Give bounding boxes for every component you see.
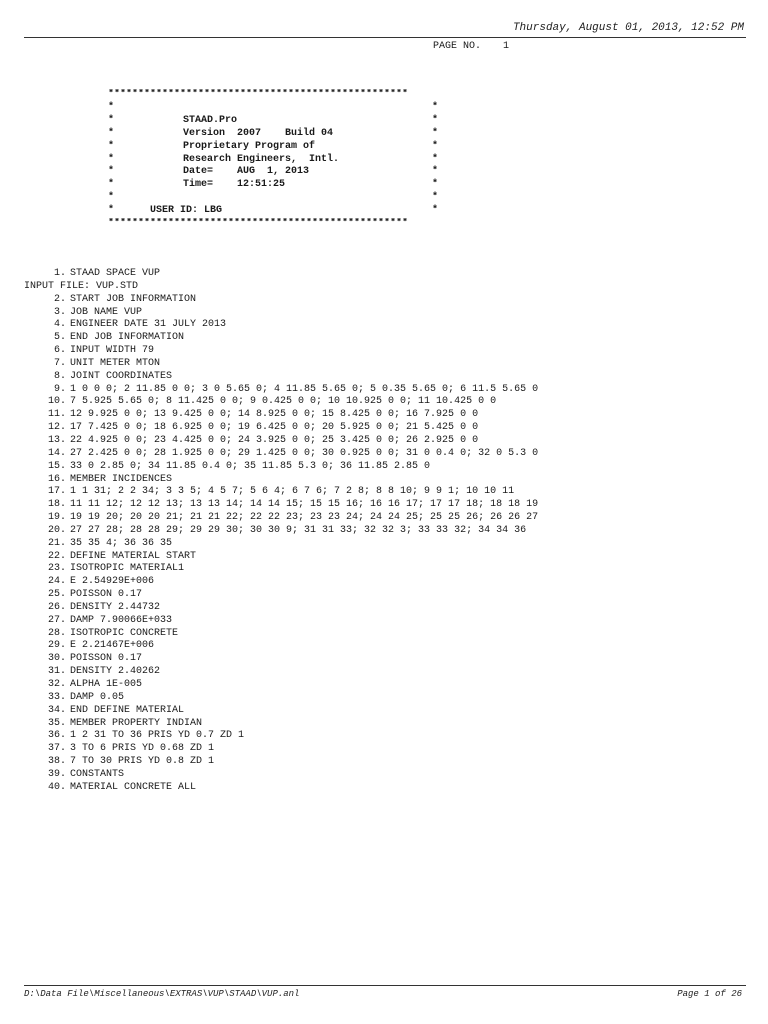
line-number: 31.	[47, 666, 66, 678]
listing-line	[24, 782, 754, 795]
line-number: 23.	[47, 563, 66, 575]
line-number: 2.	[53, 293, 66, 305]
listing-line	[24, 756, 754, 769]
banner-side-left: *	[108, 192, 115, 204]
program-version: Version 2007 Build 04	[183, 127, 334, 139]
line-text: START JOB INFORMATION	[70, 293, 197, 305]
banner-company-line: Research Engineers, Intl.	[183, 153, 340, 165]
listing-line	[24, 332, 754, 345]
banner-side-right: *	[431, 101, 438, 113]
line-number: 9.	[53, 383, 66, 395]
banner-row-date	[108, 166, 440, 179]
listing-line	[24, 653, 754, 666]
line-text: DENSITY 2.44732	[70, 601, 161, 613]
line-text: UNIT METER MTON	[70, 357, 161, 369]
header-divider	[24, 37, 746, 38]
line-text: JOINT COORDINATES	[70, 370, 173, 382]
line-text: END DEFINE MATERIAL	[70, 704, 185, 716]
line-text: 12 9.925 0 0; 13 9.425 0 0; 14 8.925 0 0; 15 8.425 0 0; 16 7.925 0 0	[70, 409, 479, 421]
line-text: END JOB INFORMATION	[70, 332, 185, 344]
banner-side-left: *	[108, 101, 115, 113]
banner-side-right: *	[431, 153, 438, 165]
banner-blank-row	[108, 192, 440, 205]
listing-line	[24, 409, 754, 422]
line-text: ISOTROPIC MATERIAL1	[70, 563, 185, 575]
listing-line	[24, 563, 754, 576]
line-number: 6.	[53, 345, 66, 357]
line-number: 11.	[47, 409, 66, 421]
line-text: 22 4.925 0 0; 23 4.425 0 0; 24 3.925 0 0; 25 3.425 0 0; 26 2.925 0 0	[70, 434, 479, 446]
line-number: 27.	[47, 614, 66, 626]
listing-line	[24, 486, 754, 499]
line-text: E 2.21467E+006	[70, 640, 155, 652]
line-text: 33 0 2.85 0; 34 11.85 0.4 0; 35 11.85 5.3 0; 36 11.85 2.85 0	[70, 460, 431, 472]
line-number: 4.	[53, 319, 66, 331]
banner-side-right: *	[431, 192, 438, 204]
line-number: 40.	[47, 781, 66, 793]
footer-divider	[24, 985, 746, 986]
listing-line	[24, 474, 754, 487]
listing-line	[24, 448, 754, 461]
banner-side-left: *	[108, 127, 115, 139]
line-number: 15.	[47, 460, 66, 472]
page-counter: Page 1 of 26	[677, 989, 742, 999]
listing-line	[24, 461, 754, 474]
line-number: 14.	[47, 447, 66, 459]
listing-line	[24, 628, 754, 641]
line-number: 36.	[47, 730, 66, 742]
listing-line	[24, 551, 754, 564]
line-text: 1 1 31; 2 2 34; 3 3 5; 4 5 7; 5 6 4; 6 7 6; 7 2 8; 8 8 10; 9 9 1; 10 10 11	[70, 486, 515, 498]
listing-line	[24, 769, 754, 782]
line-text: MATERIAL CONCRETE ALL	[70, 781, 197, 793]
line-number: 21.	[47, 537, 66, 549]
banner-border-top: **************************************************	[108, 89, 409, 100]
banner-side-left: *	[108, 166, 115, 178]
page-number-row	[433, 41, 509, 52]
print-datetime: Thursday, August 01, 2013, 12:52 PM	[512, 22, 744, 34]
banner-side-left: *	[108, 153, 115, 165]
line-text: 11 11 12; 12 12 13; 13 13 14; 14 14 15; 15 15 16; 16 16 17; 17 17 18; 18 18 19	[70, 499, 539, 511]
line-number: 17.	[47, 486, 66, 498]
banner-border-bottom: **************************************************	[108, 218, 409, 229]
line-number: 24.	[47, 576, 66, 588]
listing-line	[24, 319, 754, 332]
banner-blank-row	[108, 102, 440, 115]
banner-row-version	[108, 128, 440, 141]
line-number: 8.	[53, 370, 66, 382]
line-number: 30.	[47, 653, 66, 665]
line-text: DAMP 7.90066E+033	[70, 614, 173, 626]
line-number: 34.	[47, 704, 66, 716]
listing-line	[24, 268, 754, 281]
banner-side-right: *	[431, 127, 438, 139]
line-text: INPUT WIDTH 79	[70, 345, 155, 357]
listing-line	[24, 602, 754, 615]
banner-row-company	[108, 154, 440, 167]
line-text: 1 0 0 0; 2 11.85 0 0; 3 0 5.65 0; 4 11.85 5.65 0; 5 0.35 5.65 0; 6 11.5 5.65 0	[70, 383, 539, 395]
line-text: ISOTROPIC CONCRETE	[70, 627, 179, 639]
line-text: ENGINEER DATE 31 JULY 2013	[70, 319, 227, 331]
line-number: 25.	[47, 589, 66, 601]
line-number: 1.	[53, 268, 66, 279]
banner-side-right: *	[431, 179, 438, 191]
listing-line	[24, 743, 754, 756]
banner-side-left: *	[108, 205, 115, 217]
listing-line	[24, 435, 754, 448]
line-number: 13.	[47, 434, 66, 446]
listing-line	[24, 679, 754, 692]
line-text: 7 5.925 5.65 0; 8 11.425 0 0; 9 0.425 0 0; 10 10.925 0 0; 11 10.425 0 0	[70, 396, 497, 408]
listing-line	[24, 396, 754, 409]
line-text: STAAD SPACE VUP	[70, 268, 161, 279]
banner-user-id: USER ID: LBG	[150, 205, 223, 217]
program-banner	[108, 89, 440, 231]
listing-line	[24, 294, 754, 307]
banner-row-program	[108, 115, 440, 128]
listing-line	[24, 384, 754, 397]
line-text: 19 19 20; 20 20 21; 21 21 22; 22 22 23; 23 23 24; 24 24 25; 25 25 26; 26 26 27	[70, 512, 539, 524]
line-number: 37.	[47, 743, 66, 755]
listing-line	[24, 692, 754, 705]
line-text: POISSON 0.17	[70, 653, 143, 665]
line-number: 10.	[47, 396, 66, 408]
program-name: STAAD.Pro	[183, 114, 238, 126]
file-path: D:\Data File\Miscellaneous\EXTRAS\VUP\STAAD\VUP.anl	[24, 989, 300, 999]
banner-run-date: Date= AUG 1, 2013	[183, 166, 310, 178]
line-number: 5.	[53, 332, 66, 344]
line-number: 26.	[47, 601, 66, 613]
listing-line	[24, 422, 754, 435]
line-text: ALPHA 1E-005	[70, 679, 143, 690]
banner-side-left: *	[108, 179, 115, 191]
listing-line	[24, 525, 754, 538]
line-text: 7 TO 30 PRIS YD 0.8 ZD 1	[70, 756, 215, 768]
banner-side-right: *	[431, 166, 438, 178]
banner-side-left: *	[108, 114, 115, 126]
page-number-label: PAGE NO.	[433, 41, 482, 52]
line-number: 38.	[47, 756, 66, 768]
listing-line	[24, 730, 754, 743]
line-text: 17 7.425 0 0; 18 6.925 0 0; 19 6.425 0 0; 20 5.925 0 0; 21 5.425 0 0	[70, 422, 479, 434]
line-text: MEMBER PROPERTY INDIAN	[70, 717, 203, 729]
banner-proprietary-line: Proprietary Program of	[183, 140, 316, 152]
line-number: 29.	[47, 640, 66, 652]
line-number: 19.	[47, 512, 66, 524]
line-text: 3 TO 6 PRIS YD 0.68 ZD 1	[70, 743, 215, 755]
listing-line	[24, 538, 754, 551]
listing-line	[24, 307, 754, 320]
line-number: 32.	[47, 679, 66, 690]
banner-row-time	[108, 179, 440, 192]
listing-line	[24, 615, 754, 628]
line-number: 33.	[47, 691, 66, 703]
listing-line	[24, 358, 754, 371]
line-text: 35 35 4; 36 36 35	[70, 537, 173, 549]
line-number: 20.	[47, 524, 66, 536]
banner-run-time: Time= 12:51:25	[183, 179, 286, 191]
listing-line	[24, 666, 754, 679]
banner-row-proprietary	[108, 141, 440, 154]
line-text: JOB NAME VUP	[70, 306, 143, 318]
line-text: DAMP 0.05	[70, 691, 125, 703]
line-number: 18.	[47, 499, 66, 511]
line-number: 22.	[47, 550, 66, 562]
line-number: 28.	[47, 627, 66, 639]
banner-side-right: *	[431, 114, 438, 126]
banner-side-left: *	[108, 140, 115, 152]
listing-line	[24, 371, 754, 384]
line-number: 39.	[47, 768, 66, 780]
listing-line	[24, 589, 754, 602]
line-text: E 2.54929E+006	[70, 576, 155, 588]
input-listing	[24, 268, 754, 795]
listing-line	[24, 705, 754, 718]
listing-line	[24, 640, 754, 653]
banner-row-user	[108, 205, 440, 218]
listing-line	[24, 499, 754, 512]
listing-line	[24, 512, 754, 525]
banner-side-right: *	[431, 140, 438, 152]
page-number-value: 1	[503, 41, 510, 52]
line-number: 12.	[47, 422, 66, 434]
banner-side-right: *	[431, 205, 438, 217]
line-text: CONSTANTS	[70, 768, 125, 780]
line-text: 27 2.425 0 0; 28 1.925 0 0; 29 1.425 0 0; 30 0.925 0 0; 31 0 0.4 0; 32 0 5.3 0	[70, 447, 539, 459]
line-text: 1 2 31 TO 36 PRIS YD 0.7 ZD 1	[70, 730, 245, 742]
listing-line	[24, 345, 754, 358]
listing-line	[24, 718, 754, 731]
line-text: DENSITY 2.40262	[70, 666, 161, 678]
input-file-line: INPUT FILE: VUP.STD	[24, 280, 139, 292]
line-text: POISSON 0.17	[70, 589, 143, 601]
line-text: DEFINE MATERIAL START	[70, 550, 197, 562]
line-text: MEMBER INCIDENCES	[70, 473, 173, 485]
line-text: 27 27 28; 28 28 29; 29 29 30; 30 30 9; 31 31 33; 32 32 3; 33 33 32; 34 34 36	[70, 524, 527, 536]
line-number: 16.	[47, 473, 66, 485]
line-number: 35.	[47, 717, 66, 729]
listing-line	[24, 576, 754, 589]
line-number: 3.	[53, 306, 66, 318]
line-number: 7.	[53, 357, 66, 369]
